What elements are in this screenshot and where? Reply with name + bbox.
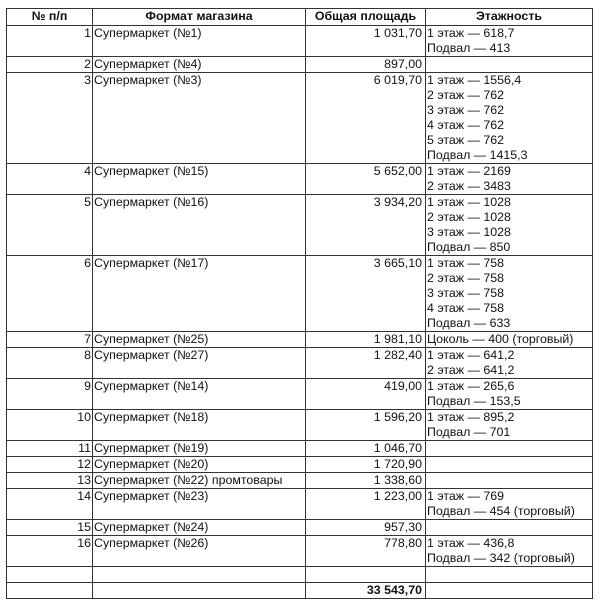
store-format: Супермаркет (№25) — [93, 332, 306, 348]
floors-cell — [426, 332, 593, 348]
floors-cell — [426, 441, 593, 457]
total-area: 778,80 — [306, 536, 426, 567]
floor-line: 2 этаж — 3483 — [427, 179, 511, 193]
store-area-table — [6, 8, 593, 599]
empty-cell — [93, 583, 306, 599]
table-row — [7, 73, 593, 164]
floors-cell — [426, 348, 593, 379]
floors-cell — [426, 520, 593, 536]
floor-line: 1 этаж — 265,6 — [427, 379, 515, 393]
empty-cell — [7, 567, 93, 583]
store-format: Супермаркет (№15) — [93, 164, 306, 195]
floor-line: Подвал — 153,5 — [427, 394, 521, 408]
empty-cell — [93, 567, 306, 583]
store-format: Супермаркет (№22) промтовары — [93, 473, 306, 489]
store-format: Супермаркет (№26) — [93, 536, 306, 567]
floor-line: 2 этаж — 758 — [427, 271, 505, 285]
store-format: Супермаркет (№20) — [93, 457, 306, 473]
floors-cell — [426, 379, 593, 410]
floor-line: Подвал — 633 — [427, 316, 511, 330]
total-area: 3 665,10 — [306, 256, 426, 332]
table-row — [7, 348, 593, 379]
floor-line: 2 этаж — 762 — [427, 88, 505, 102]
floor-line: 4 этаж — 762 — [427, 118, 505, 132]
empty-row — [7, 567, 593, 583]
total-area: 1 981,10 — [306, 332, 426, 348]
table-row — [7, 379, 593, 410]
row-number: 6 — [7, 256, 93, 332]
table-row — [7, 473, 593, 489]
floor-line: 1 этаж — 758 — [427, 256, 505, 270]
empty-cell — [7, 583, 93, 599]
row-number: 13 — [7, 473, 93, 489]
floor-line: 1 этаж — 769 — [427, 489, 505, 503]
floor-line: 3 этаж — 758 — [427, 286, 505, 300]
floor-line: Подвал — 342 (торговый) — [427, 551, 575, 565]
table-row — [7, 164, 593, 195]
table-body — [7, 26, 593, 599]
row-number: 11 — [7, 441, 93, 457]
store-format: Супермаркет (№23) — [93, 489, 306, 520]
floors-cell — [426, 73, 593, 164]
row-number: 15 — [7, 520, 93, 536]
grand-total-area: 33 543,70 — [306, 583, 426, 599]
row-number: 10 — [7, 410, 93, 441]
empty-cell — [306, 567, 426, 583]
floors-cell — [426, 473, 593, 489]
header-format: Формат магазина — [93, 9, 306, 26]
total-area: 419,00 — [306, 379, 426, 410]
total-area: 957,30 — [306, 520, 426, 536]
store-format: Супермаркет (№3) — [93, 73, 306, 164]
row-number: 5 — [7, 195, 93, 256]
floor-line: 1 этаж — 618,7 — [427, 26, 515, 40]
header-floors: Этажность — [426, 9, 593, 26]
empty-cell — [426, 583, 593, 599]
row-number: 4 — [7, 164, 93, 195]
floor-line: Подвал — 850 — [427, 240, 511, 254]
floors-cell — [426, 57, 593, 73]
floor-line: Подвал — 413 — [427, 41, 511, 55]
floors-cell — [426, 536, 593, 567]
header-area: Общая площадь — [306, 9, 426, 26]
floors-cell — [426, 457, 593, 473]
total-area: 1 046,70 — [306, 441, 426, 457]
table-row — [7, 520, 593, 536]
table-row — [7, 489, 593, 520]
table-row — [7, 536, 593, 567]
table-row — [7, 195, 593, 256]
floors-cell — [426, 256, 593, 332]
floor-line: 1 этаж — 1556,4 — [427, 73, 522, 87]
header-row — [7, 9, 593, 26]
floor-line: 1 этаж — 436,8 — [427, 536, 515, 550]
store-format: Супермаркет (№16) — [93, 195, 306, 256]
total-area: 5 652,00 — [306, 164, 426, 195]
floor-line: 2 этаж — 1028 — [427, 210, 511, 224]
floor-line: Подвал — 701 — [427, 425, 511, 439]
floor-line: 4 этаж — 758 — [427, 301, 505, 315]
floor-line: 5 этаж — 762 — [427, 133, 505, 147]
table-row — [7, 441, 593, 457]
row-number: 16 — [7, 536, 93, 567]
total-area: 1 223,00 — [306, 489, 426, 520]
floors-cell — [426, 410, 593, 441]
store-format: Супермаркет (№27) — [93, 348, 306, 379]
store-format: Супермаркет (№4) — [93, 57, 306, 73]
total-area: 1 282,40 — [306, 348, 426, 379]
floors-cell — [426, 195, 593, 256]
table-row — [7, 332, 593, 348]
row-number: 9 — [7, 379, 93, 410]
store-format: Супермаркет (№1) — [93, 26, 306, 57]
floor-line: 3 этаж — 1028 — [427, 225, 511, 239]
row-number: 12 — [7, 457, 93, 473]
floor-line: Цоколь — 400 (торговый) — [427, 332, 574, 346]
row-number: 2 — [7, 57, 93, 73]
empty-cell — [426, 567, 593, 583]
table-row — [7, 256, 593, 332]
total-area: 6 019,70 — [306, 73, 426, 164]
total-area: 1 338,60 — [306, 473, 426, 489]
floor-line: Подвал — 1415,3 — [427, 148, 528, 162]
store-table-sheet — [6, 8, 592, 599]
header-num: № п/п — [7, 9, 93, 26]
total-area: 3 934,20 — [306, 195, 426, 256]
row-number: 8 — [7, 348, 93, 379]
total-row — [7, 583, 593, 599]
table-row — [7, 457, 593, 473]
table-row — [7, 26, 593, 57]
store-format: Супермаркет (№18) — [93, 410, 306, 441]
store-format: Супермаркет (№17) — [93, 256, 306, 332]
total-area: 1 596,20 — [306, 410, 426, 441]
store-format: Супермаркет (№24) — [93, 520, 306, 536]
total-area: 1 031,70 — [306, 26, 426, 57]
floor-line: 2 этаж — 641,2 — [427, 363, 515, 377]
table-row — [7, 410, 593, 441]
floor-line: Подвал — 454 (торговый) — [427, 504, 575, 518]
store-format: Супермаркет (№19) — [93, 441, 306, 457]
total-area: 897,00 — [306, 57, 426, 73]
floors-cell — [426, 26, 593, 57]
table-row — [7, 57, 593, 73]
total-area: 1 720,90 — [306, 457, 426, 473]
floor-line: 1 этаж — 1028 — [427, 195, 511, 209]
row-number: 14 — [7, 489, 93, 520]
row-number: 1 — [7, 26, 93, 57]
floor-line: 3 этаж — 762 — [427, 103, 505, 117]
row-number: 7 — [7, 332, 93, 348]
store-format: Супермаркет (№14) — [93, 379, 306, 410]
floor-line: 1 этаж — 641,2 — [427, 348, 515, 362]
floor-line: 1 этаж — 895,2 — [427, 410, 515, 424]
floor-line: 1 этаж — 2169 — [427, 164, 511, 178]
floors-cell — [426, 164, 593, 195]
row-number: 3 — [7, 73, 93, 164]
floors-cell — [426, 489, 593, 520]
